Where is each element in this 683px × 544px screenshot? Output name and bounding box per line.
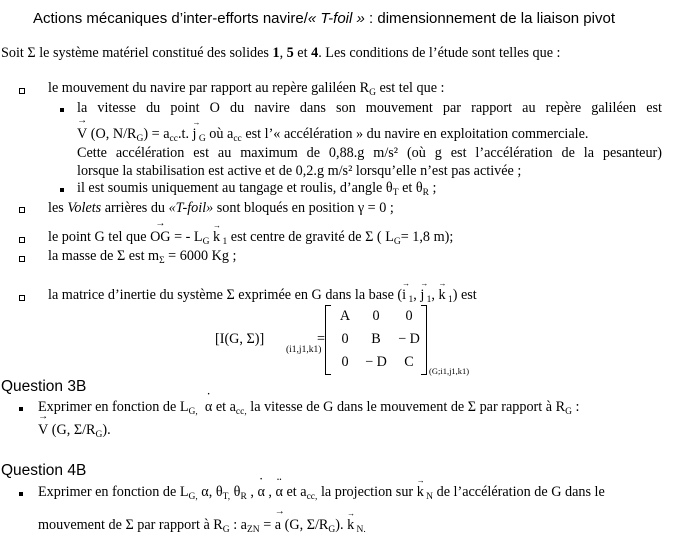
subscript: Σ [159, 256, 165, 266]
alpha-dot: ˙ α [257, 484, 264, 501]
item-mouvement [48, 80, 445, 97]
q-text: , [264, 484, 276, 500]
matrix-cell: B [371, 331, 381, 347]
item-text: = 1,8 m); [400, 229, 454, 245]
matrix-rhs-sub: (G;i1,j1,k1) [429, 366, 470, 376]
q-text: de l’accélération de G dans le [433, 484, 605, 500]
formula-text: ) = a [143, 126, 170, 142]
question-4b-heading: Question 4B [1, 462, 87, 479]
q-text: θ [230, 484, 241, 500]
formula-text: est l’« accélération » du navire en exploitation commerciale. [241, 126, 589, 142]
item-text: et θ [398, 180, 423, 196]
item-text: il est soumis uniquement au tangage et roulis, d’angle θ [77, 180, 393, 196]
q-text: , [246, 484, 258, 500]
item-text: les [48, 200, 68, 216]
subscript: N [423, 492, 434, 502]
item-text: le point G tel que [48, 229, 151, 245]
square-bullet-icon [19, 492, 23, 496]
subscript: 1 [424, 295, 432, 305]
checkbox-bullet-icon [19, 88, 25, 94]
question-4b-text [38, 484, 605, 501]
subscript: G, [188, 407, 198, 417]
checkbox-bullet-icon [19, 256, 25, 262]
vitesse-line-3: Cette accélération est au maximum de 0,88.g m/s² (où g est l’accélération de la pesanteur) [77, 145, 662, 161]
item-matrice [48, 287, 477, 304]
vector-k: → k [438, 287, 445, 304]
subscript: T [392, 188, 399, 198]
q-text: mouvement de Σ par rapport à R [38, 517, 223, 533]
matrix-cell: A [339, 308, 351, 324]
subscript: G [202, 237, 210, 247]
alpha-ddot: ¨ α [276, 484, 283, 501]
item-text: est centre de gravité de Σ ( L [227, 229, 394, 245]
square-bullet-icon [60, 108, 64, 112]
q-text: = [259, 517, 275, 533]
subscript: R [240, 492, 247, 502]
alpha-dot: ˙ α [205, 399, 212, 416]
item-volets [48, 200, 394, 217]
document-title [33, 10, 615, 27]
square-bullet-icon [19, 407, 23, 411]
title-italic: « T-foil » [307, 10, 365, 27]
question-3b-heading: Question 3B [1, 378, 87, 395]
q-text: la projection sur [317, 484, 417, 500]
subscript: G [136, 134, 144, 144]
subscript: cc, [306, 492, 318, 502]
question-4b-line-2 [38, 517, 366, 534]
vector-k: → k [417, 484, 424, 501]
intro-text: Soit Σ le système matériel constitué des solides [1, 45, 273, 61]
intro-text: et [293, 45, 312, 61]
matrix-lhs-text: [I(G, Σ)] [215, 331, 265, 347]
formula-text: où a [205, 126, 234, 142]
matrix-cell: 0 [372, 308, 380, 324]
subscript: G [196, 134, 206, 144]
subscript: G [328, 525, 336, 535]
matrix-cell: − D [365, 354, 387, 370]
vector-j: → j [420, 287, 424, 304]
q-text: et a [282, 484, 307, 500]
subscript: T, [222, 492, 231, 502]
matrix-lhs-sub: (i1,j1,k1) [286, 345, 322, 355]
item-italic: Volets [67, 200, 102, 216]
item-text: est tel que : [375, 80, 445, 96]
subscript: cc [169, 134, 178, 144]
item-text: , [431, 287, 439, 303]
subscript: 1 [220, 237, 228, 247]
q-text: (G, Σ/R [281, 517, 329, 533]
vector-i: → i [402, 287, 406, 304]
intro-text: . Les conditions de l’étude sont telles que : [318, 45, 561, 61]
intro-paragraph [1, 45, 561, 62]
checkbox-bullet-icon [19, 237, 25, 243]
item-text: la matrice d’inertie du système Σ exprimée en G dans la base ( [48, 287, 403, 303]
subscript: G, [188, 492, 198, 502]
q-text: (G, Σ/R [48, 422, 96, 438]
item-masse [48, 248, 236, 265]
item-text: ) est [452, 287, 477, 303]
question-3b-text [38, 399, 579, 416]
item-text: = - L [170, 229, 203, 245]
matrix-cell: C [404, 354, 414, 370]
q-text: ). [335, 517, 348, 533]
vector-og: → OG [150, 229, 171, 246]
inertia-matrix [325, 305, 427, 375]
vector-j: → j [193, 126, 197, 143]
matrix-cell: 0 [405, 308, 413, 324]
q-text: ). [102, 422, 111, 438]
item-text: arrières du [101, 200, 169, 216]
q-text: α, θ [197, 484, 223, 500]
subscript: G [222, 525, 230, 535]
q-text: Exprimer en fonction de L [38, 484, 189, 500]
title-rest: : dimensionnement de la liaison pivot [364, 10, 615, 27]
title-text: Actions mécaniques d’inter-efforts navire/ [33, 10, 308, 27]
q-text: : [571, 399, 580, 415]
checkbox-bullet-icon [19, 295, 25, 301]
subscript: cc, [235, 407, 247, 417]
formula-text: (O, N/R [87, 126, 137, 142]
subscript: G [565, 407, 572, 417]
vector-v: → V [77, 126, 87, 143]
vitesse-line-4: lorsque la stabilisation est active et de 0,2.g m/s² lorsqu’elle n’est pas activée ; [77, 163, 522, 179]
item-text: la masse de Σ est m [48, 248, 160, 264]
vector-k: → k [347, 517, 354, 534]
subscript: ZN [246, 525, 260, 535]
vector-k: → k [213, 229, 220, 246]
checkbox-bullet-icon [19, 207, 25, 213]
item-point-g [48, 229, 453, 246]
vitesse-line-1: la vitesse du point O du navire dans son mouvement par rapport au repère galiléen est [77, 100, 662, 116]
q-text: Exprimer en fonction de L [38, 399, 189, 415]
solid-5: 5 [286, 45, 294, 61]
vitesse-line-2 [77, 126, 662, 143]
item-text: , [413, 287, 421, 303]
square-bullet-icon [60, 188, 64, 192]
item-text: sont bloqués en position γ = 0 ; [213, 200, 394, 216]
matrix-cell: 0 [341, 354, 349, 370]
subscript: G [95, 430, 103, 440]
subscript: 1 [406, 295, 414, 305]
item-italic: «T-foil» [168, 200, 214, 216]
formula-text: .t. [177, 126, 193, 142]
item-tangage [77, 180, 437, 197]
question-3b-line-2 [38, 422, 111, 439]
matrix-cell: − D [398, 331, 420, 347]
subscript: 1 [445, 295, 453, 305]
item-text: le mouvement du navire par rapport au repère galiléen R [48, 80, 370, 96]
subscript: G [369, 88, 376, 98]
subscript: R [422, 188, 429, 198]
matrix-lhs [215, 331, 264, 348]
q-text: et a [212, 399, 236, 415]
q-text: la vitesse de G dans le mouvement de Σ par rapport à R [246, 399, 566, 415]
vector-v: → V [38, 422, 48, 439]
subscript: G [393, 237, 401, 247]
subscript: cc [233, 134, 242, 144]
intro-text: , [279, 45, 287, 61]
q-text: : a [229, 517, 247, 533]
matrix-cell: 0 [341, 331, 349, 347]
solid-4: 4 [311, 45, 319, 61]
vector-a: → a [275, 517, 281, 534]
matrix-equals: = [317, 331, 326, 347]
item-text: ; [429, 180, 437, 196]
solid-1: 1 [272, 45, 280, 61]
subscript: N. [354, 525, 366, 535]
item-text: = 6000 Kg ; [164, 248, 237, 264]
